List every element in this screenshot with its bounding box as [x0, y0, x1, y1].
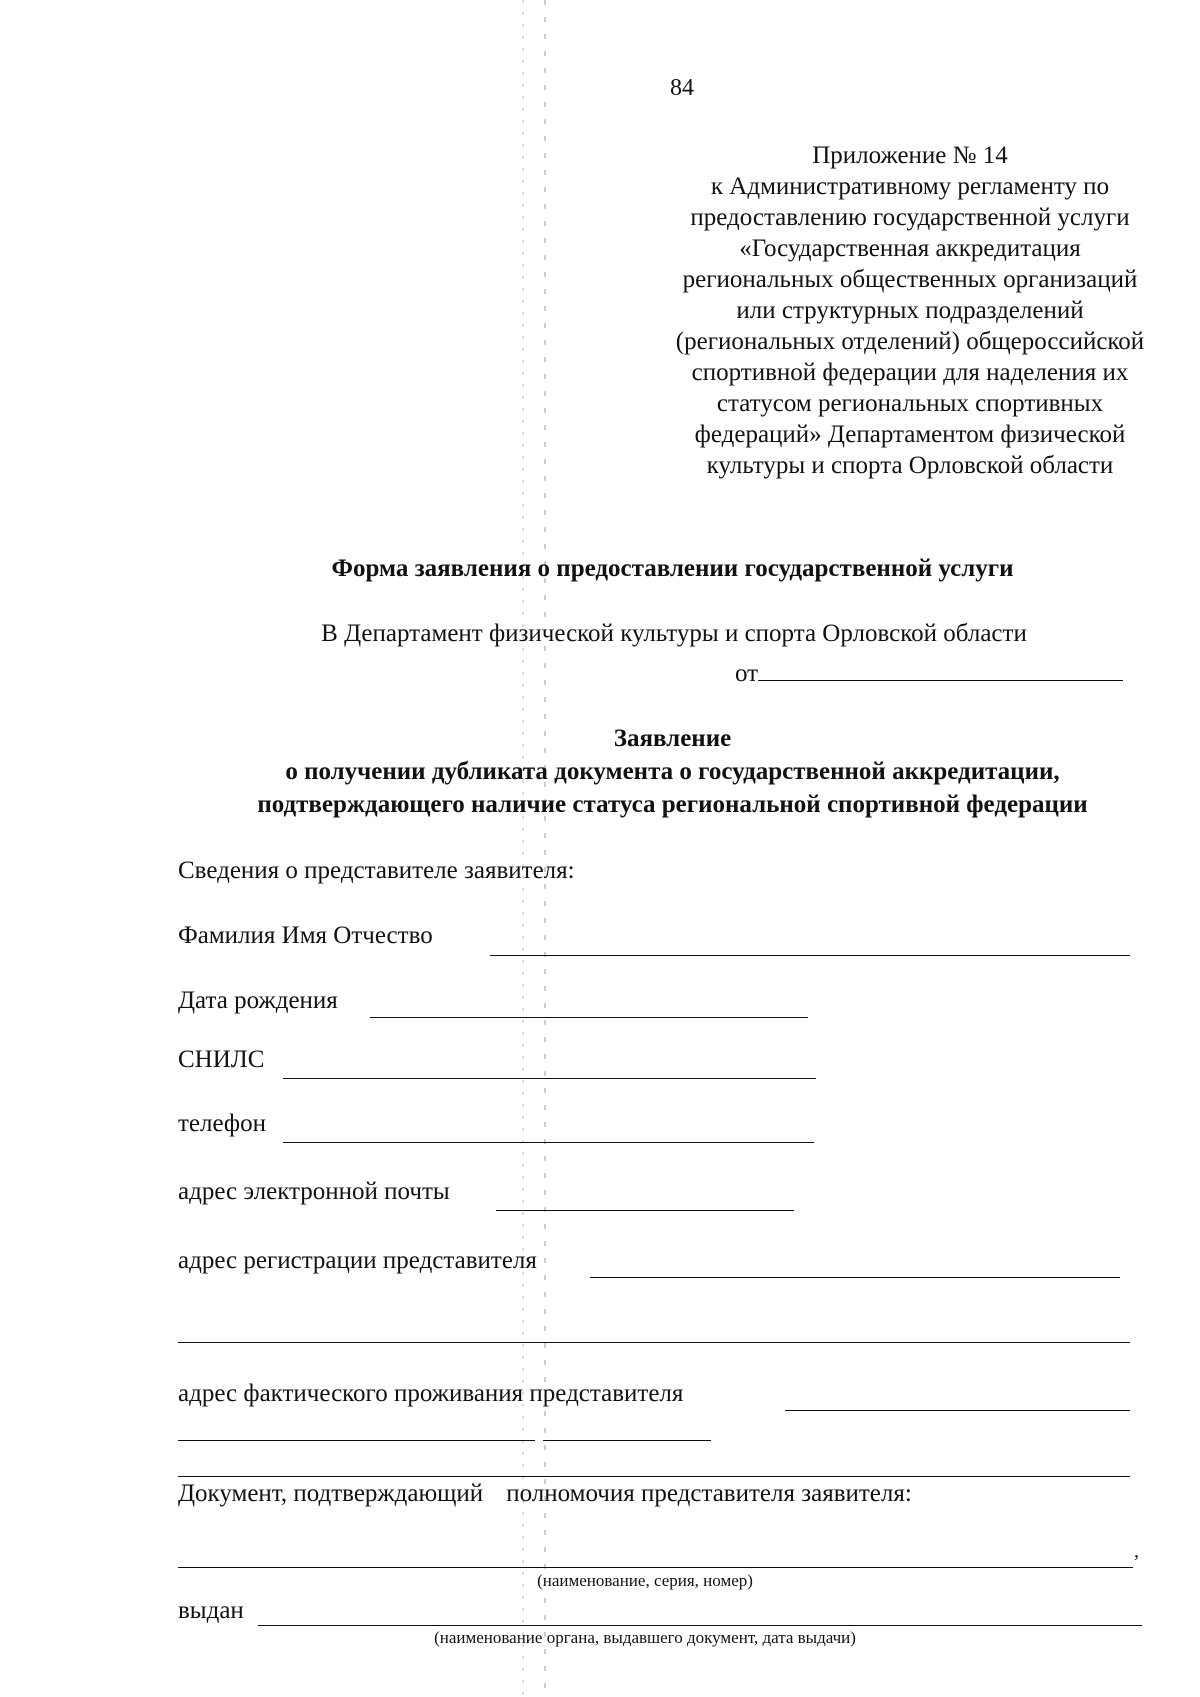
email-input-line[interactable]: [496, 1210, 794, 1211]
authority-document-label: [178, 1480, 912, 1508]
full-name-label: Фамилия Имя Отчество: [178, 922, 433, 949]
birth-date-input-line[interactable]: [370, 1017, 808, 1018]
appendix-line: статусом региональных спортивных: [716, 390, 1104, 417]
appendix-line: (региональных отделений) общероссийской: [675, 328, 1145, 355]
actual-address-input-line-2a[interactable]: [178, 1440, 535, 1441]
appendix-line: к Административному регламенту по: [710, 173, 1110, 200]
actual-address-input-line-3[interactable]: [178, 1476, 1130, 1477]
from-input-line[interactable]: [758, 662, 1123, 681]
registration-address-label: адрес регистрации представителя: [178, 1247, 537, 1274]
document-name-caption: (наименование, серия, номер): [537, 1571, 753, 1590]
actual-address-input-line[interactable]: [785, 1410, 1130, 1411]
actual-address-input-line-2b[interactable]: [543, 1440, 711, 1441]
email-label: адрес электронной почты: [178, 1178, 450, 1205]
issued-label: выдан: [178, 1597, 244, 1624]
registration-address-input-line-2[interactable]: [178, 1342, 1130, 1343]
appendix-line: или структурных подразделений: [736, 297, 1084, 324]
appendix-line: «Государственная аккредитация: [739, 235, 1081, 262]
issuer-caption: (наименование органа, выдавшего документ, дата выдачи): [434, 1628, 856, 1647]
appendix-line: федераций» Департаментом физической: [694, 421, 1126, 448]
from-field: [735, 660, 1123, 688]
snils-input-line[interactable]: [283, 1078, 816, 1079]
statement-title: Заявление: [613, 725, 732, 752]
document-name-input-line[interactable]: [178, 1567, 1133, 1568]
authority-document-label-part2: полномочия представителя заявителя:: [506, 1480, 912, 1507]
comma-mark: ,: [1134, 1540, 1139, 1562]
birth-date-label: Дата рождения: [178, 987, 338, 1014]
snils-label: СНИЛС: [178, 1046, 265, 1073]
actual-address-label: адрес фактического проживания представителя: [178, 1380, 684, 1407]
form-title: Форма заявления о предоставлении государственной услуги: [331, 555, 1014, 582]
phone-label: телефон: [178, 1110, 266, 1137]
appendix-line: Приложение № 14: [812, 142, 1008, 169]
representative-section-title: Сведения о представителе заявителя:: [178, 857, 575, 884]
from-label: от: [735, 660, 759, 687]
issuer-input-line[interactable]: [258, 1625, 1142, 1626]
statement-subtitle-1: о получении дубликата документа о государственной аккредитации,: [285, 758, 1060, 785]
full-name-input-line[interactable]: [490, 955, 1130, 956]
appendix-line: спортивной федерации для наделения их: [691, 359, 1129, 386]
registration-address-input-line[interactable]: [590, 1277, 1120, 1278]
authority-document-label-part1: Документ, подтверждающий: [178, 1480, 484, 1507]
phone-input-line[interactable]: [283, 1142, 814, 1143]
appendix-line: региональных общественных организаций: [682, 266, 1138, 293]
page-number: 84: [670, 75, 694, 101]
appendix-line: культуры и спорта Орловской области: [706, 452, 1114, 479]
statement-subtitle-2: подтверждающего наличие статуса региональной спортивной федерации: [257, 791, 1088, 818]
recipient-line: В Департамент физической культуры и спорта Орловской области: [321, 620, 1027, 647]
appendix-header: [620, 140, 1200, 481]
appendix-line: предоставлению государственной услуги: [690, 204, 1130, 231]
